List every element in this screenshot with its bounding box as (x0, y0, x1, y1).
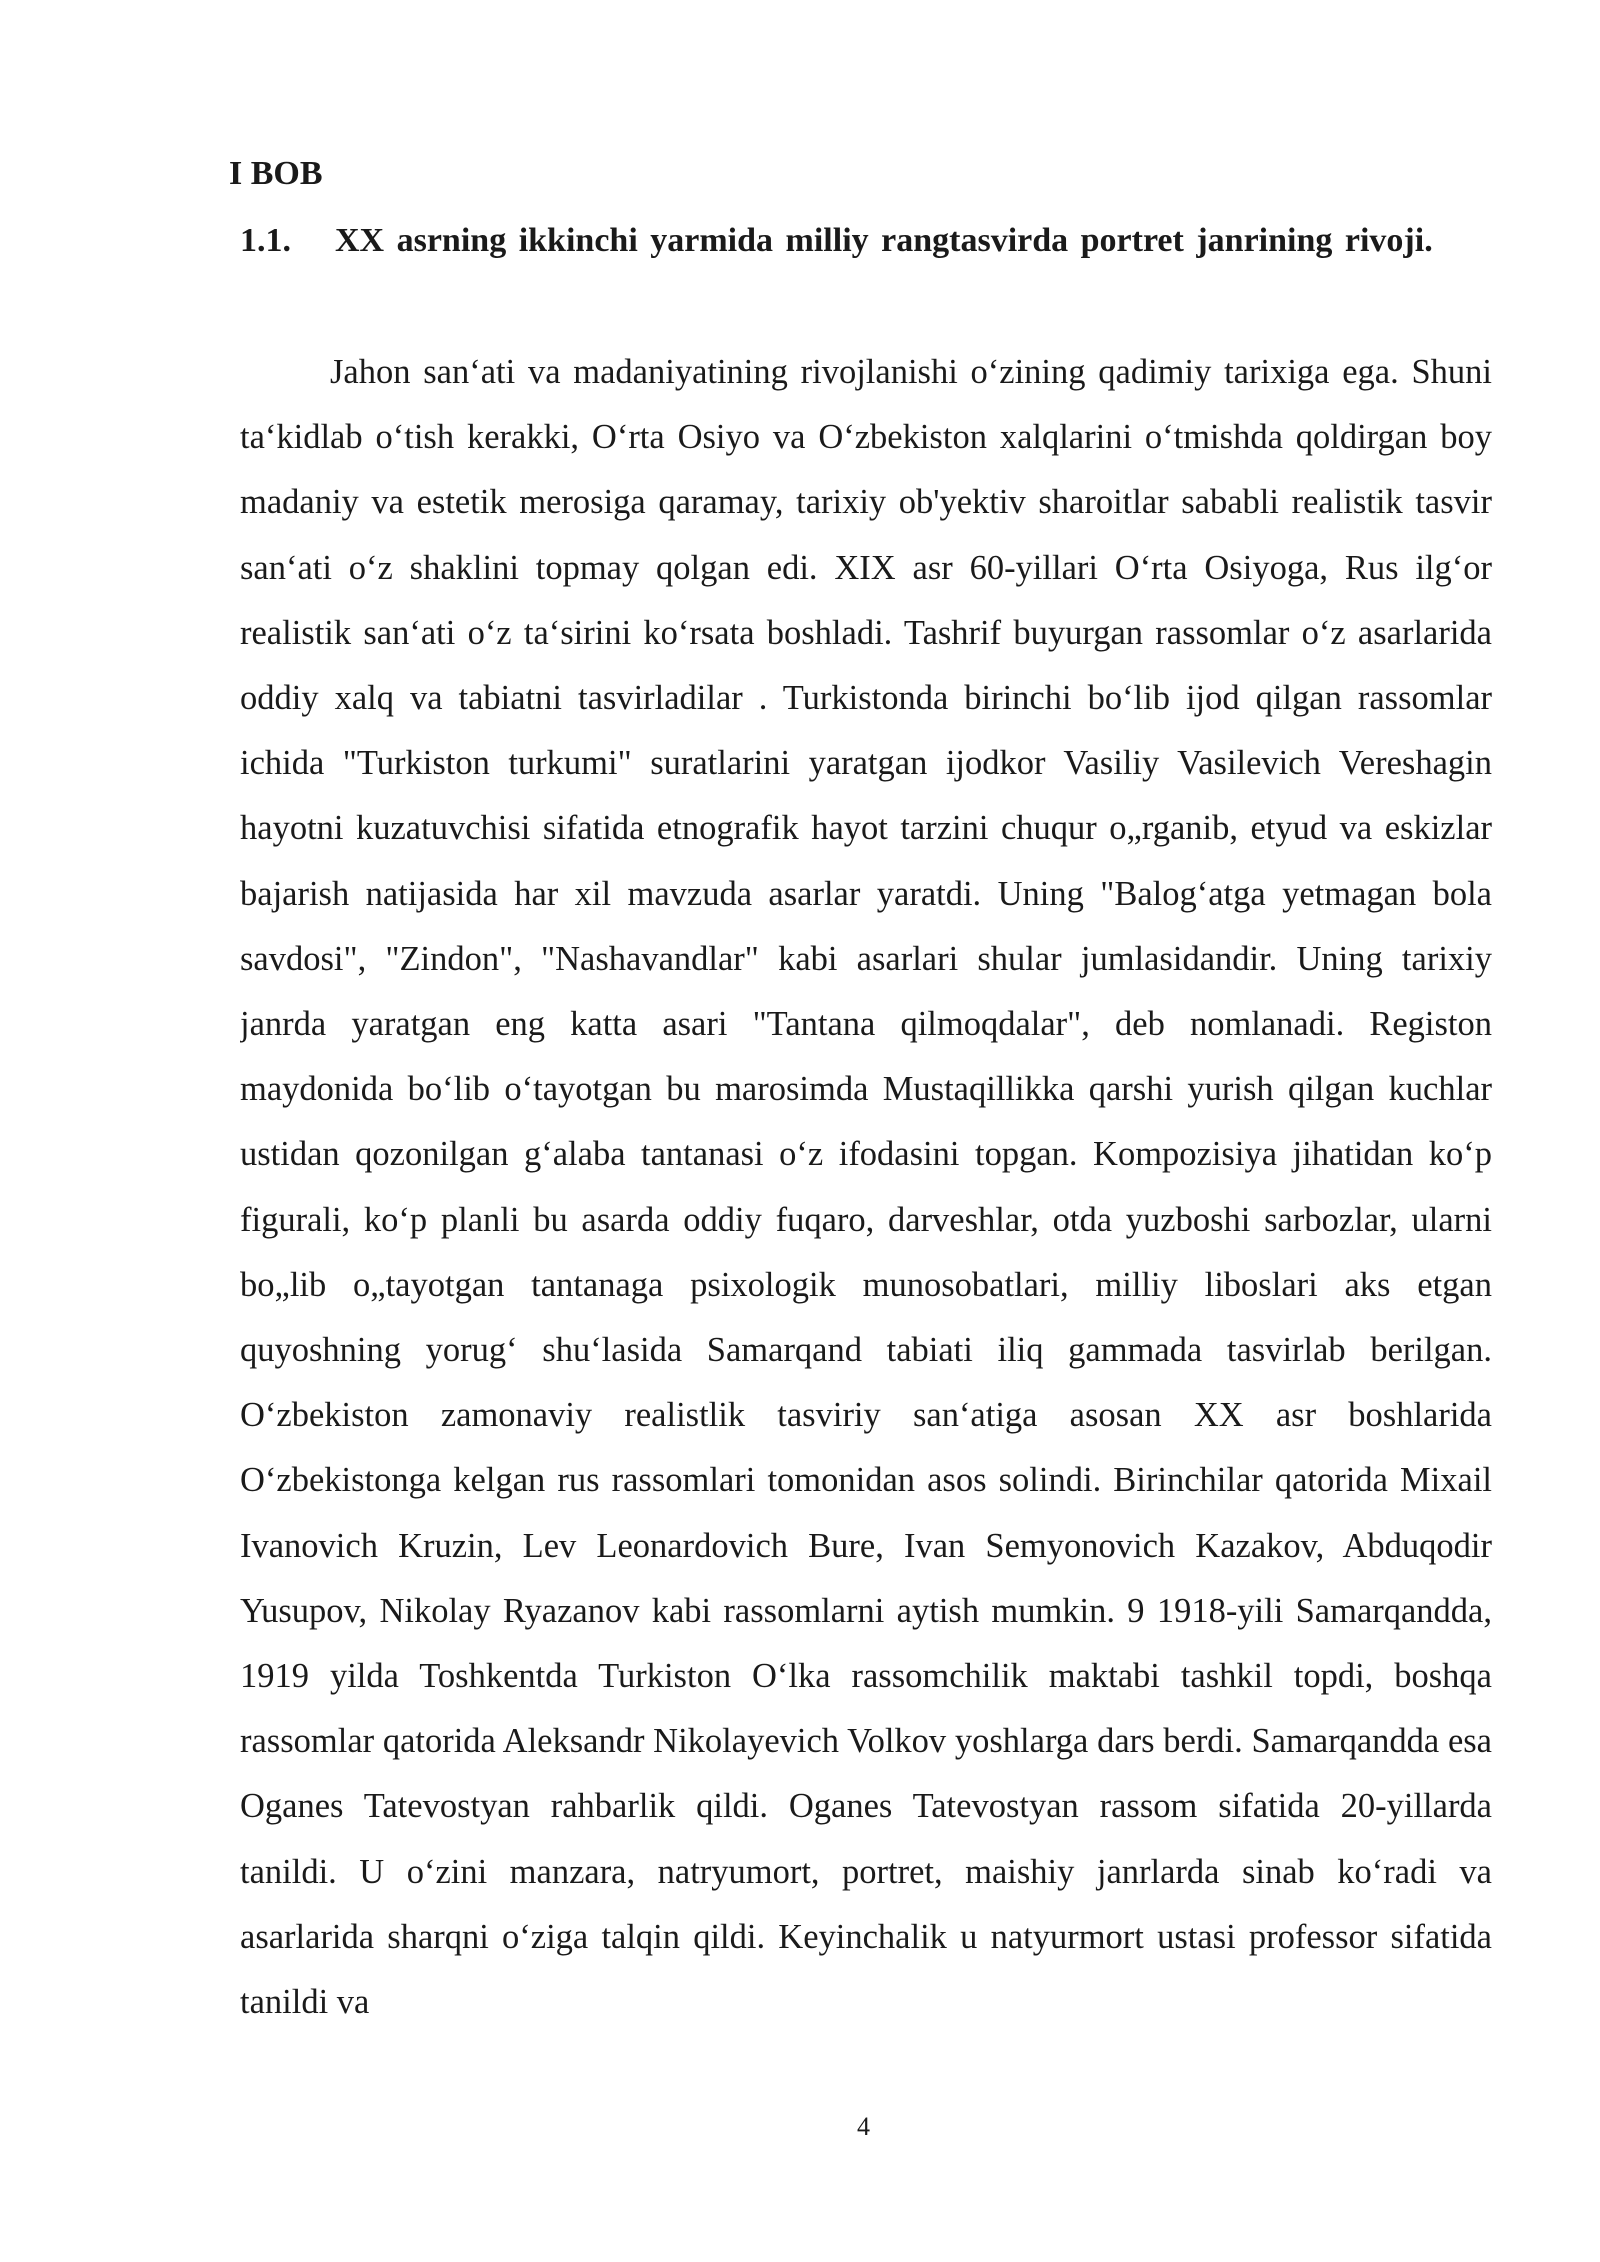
section-heading (240, 208, 1492, 273)
body-paragraph: Jahon san‘ati va madaniyatining rivojlanishi o‘zining qadimiy tarixiga ega. Shuni ta‘kidlab o‘tish kerakki, O‘rta Osiyo va O‘zbekiston xalqlarini o‘tmishda qoldirgan boy madaniy va estetik merosiga qaramay, tarixiy ob'yektiv sharoitlar sababli realistik tasvir san‘ati o‘z shaklini topmay qolgan edi. XIX asr 60-yillari O‘rta Osiyoga, Rus ilg‘or realistik san‘ati o‘z ta‘sirini ko‘rsata boshladi. Tashrif buyurgan rassomlar o‘z asarlarida oddiy xalq va tabiatni tasvirladilar . Turkistonda birinchi bo‘lib ijod qilgan rassomlar ichida "Turkiston turkumi" suratlarini yaratgan ijodkor Vasiliy Vasilevich Vereshagin hayotni kuzatuvchisi sifatida etnografik hayot tarzini chuqur o„rganib, etyud va eskizlar bajarish natijasida har xil mavzuda asarlar yaratdi. Uning "Balog‘atga yetmagan bola savdosi", "Zindon", "Nashavandlar" kabi asarlari shular jumlasidandir. Uning tarixiy janrda yaratgan eng katta asari "Tantana qilmoqdalar", deb nomlanadi. Registon maydonida bo‘lib o‘tayotgan bu marosimda Mustaqillikka qarshi yurish qilgan kuchlar ustidan qozonilgan g‘alaba tantanasi o‘z ifodasini topgan. Kompozisiya jihatidan ko‘p figurali, ko‘p planli bu asarda oddiy fuqaro, darveshlar, otda yuzboshi sarbozlar, ularni bo„lib o„tayotgan tantanaga psixologik munosobatlari, milliy liboslari aks etgan quyoshning yorug‘ shu‘lasida Samarqand tabiati iliq gammada tasvirlab berilgan. O‘zbekiston zamonaviy realistlik tasviriy san‘atiga asosan XX asr boshlarida O‘zbekistonga kelgan rus rassomlari tomonidan asos solindi. Birinchilar qatorida Mixail Ivanovich Kruzin, Lev Leonardovich Bure, Ivan Semyonovich Kazakov, Abduqodir Yusupov, Nikolay Ryazanov kabi rassomlarni aytish mumkin. 9 1918-yili Samarqandda, 1919 yilda Toshkentda Turkiston O‘lka rassomchilik maktabi tashkil topdi, boshqa rassomlar qatorida Aleksandr Nikolayevich Volkov yoshlarga dars berdi. Samarqandda esa Oganes Tatevostyan rahbarlik qildi. Oganes Tatevostyan rassom sifatida 20-yillarda tanildi. U o‘zini manzara, natryumort, portret, maishiy janrlarda sinab ko‘radi va asarlarida sharqni o‘ziga talqin qildi. Keyinchalik u natyurmort ustasi professor sifatida tanildi va (240, 353, 1492, 2022)
section-title: XX asrning ikkinchi yarmida milliy rangtasvirda portret janrining rivoji. (335, 222, 1433, 259)
chapter-label: I BOB (229, 155, 323, 192)
section-number: 1.1. (240, 222, 291, 259)
page-number: 4 (857, 2112, 870, 2141)
